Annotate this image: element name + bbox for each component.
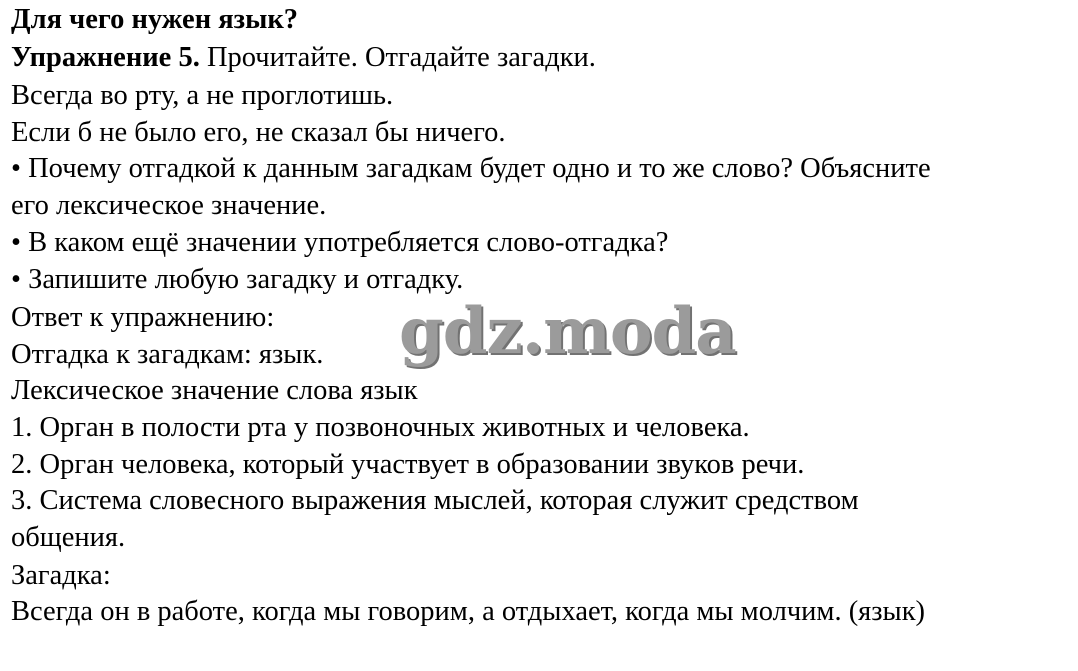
meaning-header: Лексическое значение слова язык [11,375,418,406]
riddle-text: Всегда он в работе, когда мы говорим, а отдыхает, когда мы молчим. (язык) [11,596,926,627]
exercise-label: Упражнение 5. [11,42,200,73]
meaning-item-3-continued: общения. [11,522,126,553]
task-line-3: • В каком ещё значении употребляется слово-отгадка? [11,227,669,258]
exercise-instruction: Прочитайте. Отгадайте загадки. [206,42,596,73]
meaning-item-3: 3. Система словесного выражения мыслей, которая служит средством [11,485,859,516]
page-title: Для чего нужен язык? [11,4,299,35]
riddle-line-1: Всегда во рту, а не проглотишь. [11,80,394,111]
watermark-logo: gdz.moda [399,294,736,369]
task-line-2: его лексическое значение. [11,190,327,221]
riddle-line-2: Если б не было его, не сказал бы ничего. [11,117,506,148]
exercise-line [11,41,596,75]
meaning-item-1: 1. Орган в полости рта у позвоночных животных и человека. [11,412,750,443]
task-line-1: • Почему отгадкой к данным загадкам будет одно и то же слово? Объясните [11,153,931,184]
answer-solution: Отгадка к загадкам: язык. [11,339,324,370]
task-line-4: • Запишите любую загадку и отгадку. [11,264,464,295]
meaning-item-2: 2. Орган человека, который участвует в образовании звуков речи. [11,449,805,480]
riddle-label: Загадка: [11,560,111,591]
answer-header: Ответ к упражнению: [11,302,275,333]
